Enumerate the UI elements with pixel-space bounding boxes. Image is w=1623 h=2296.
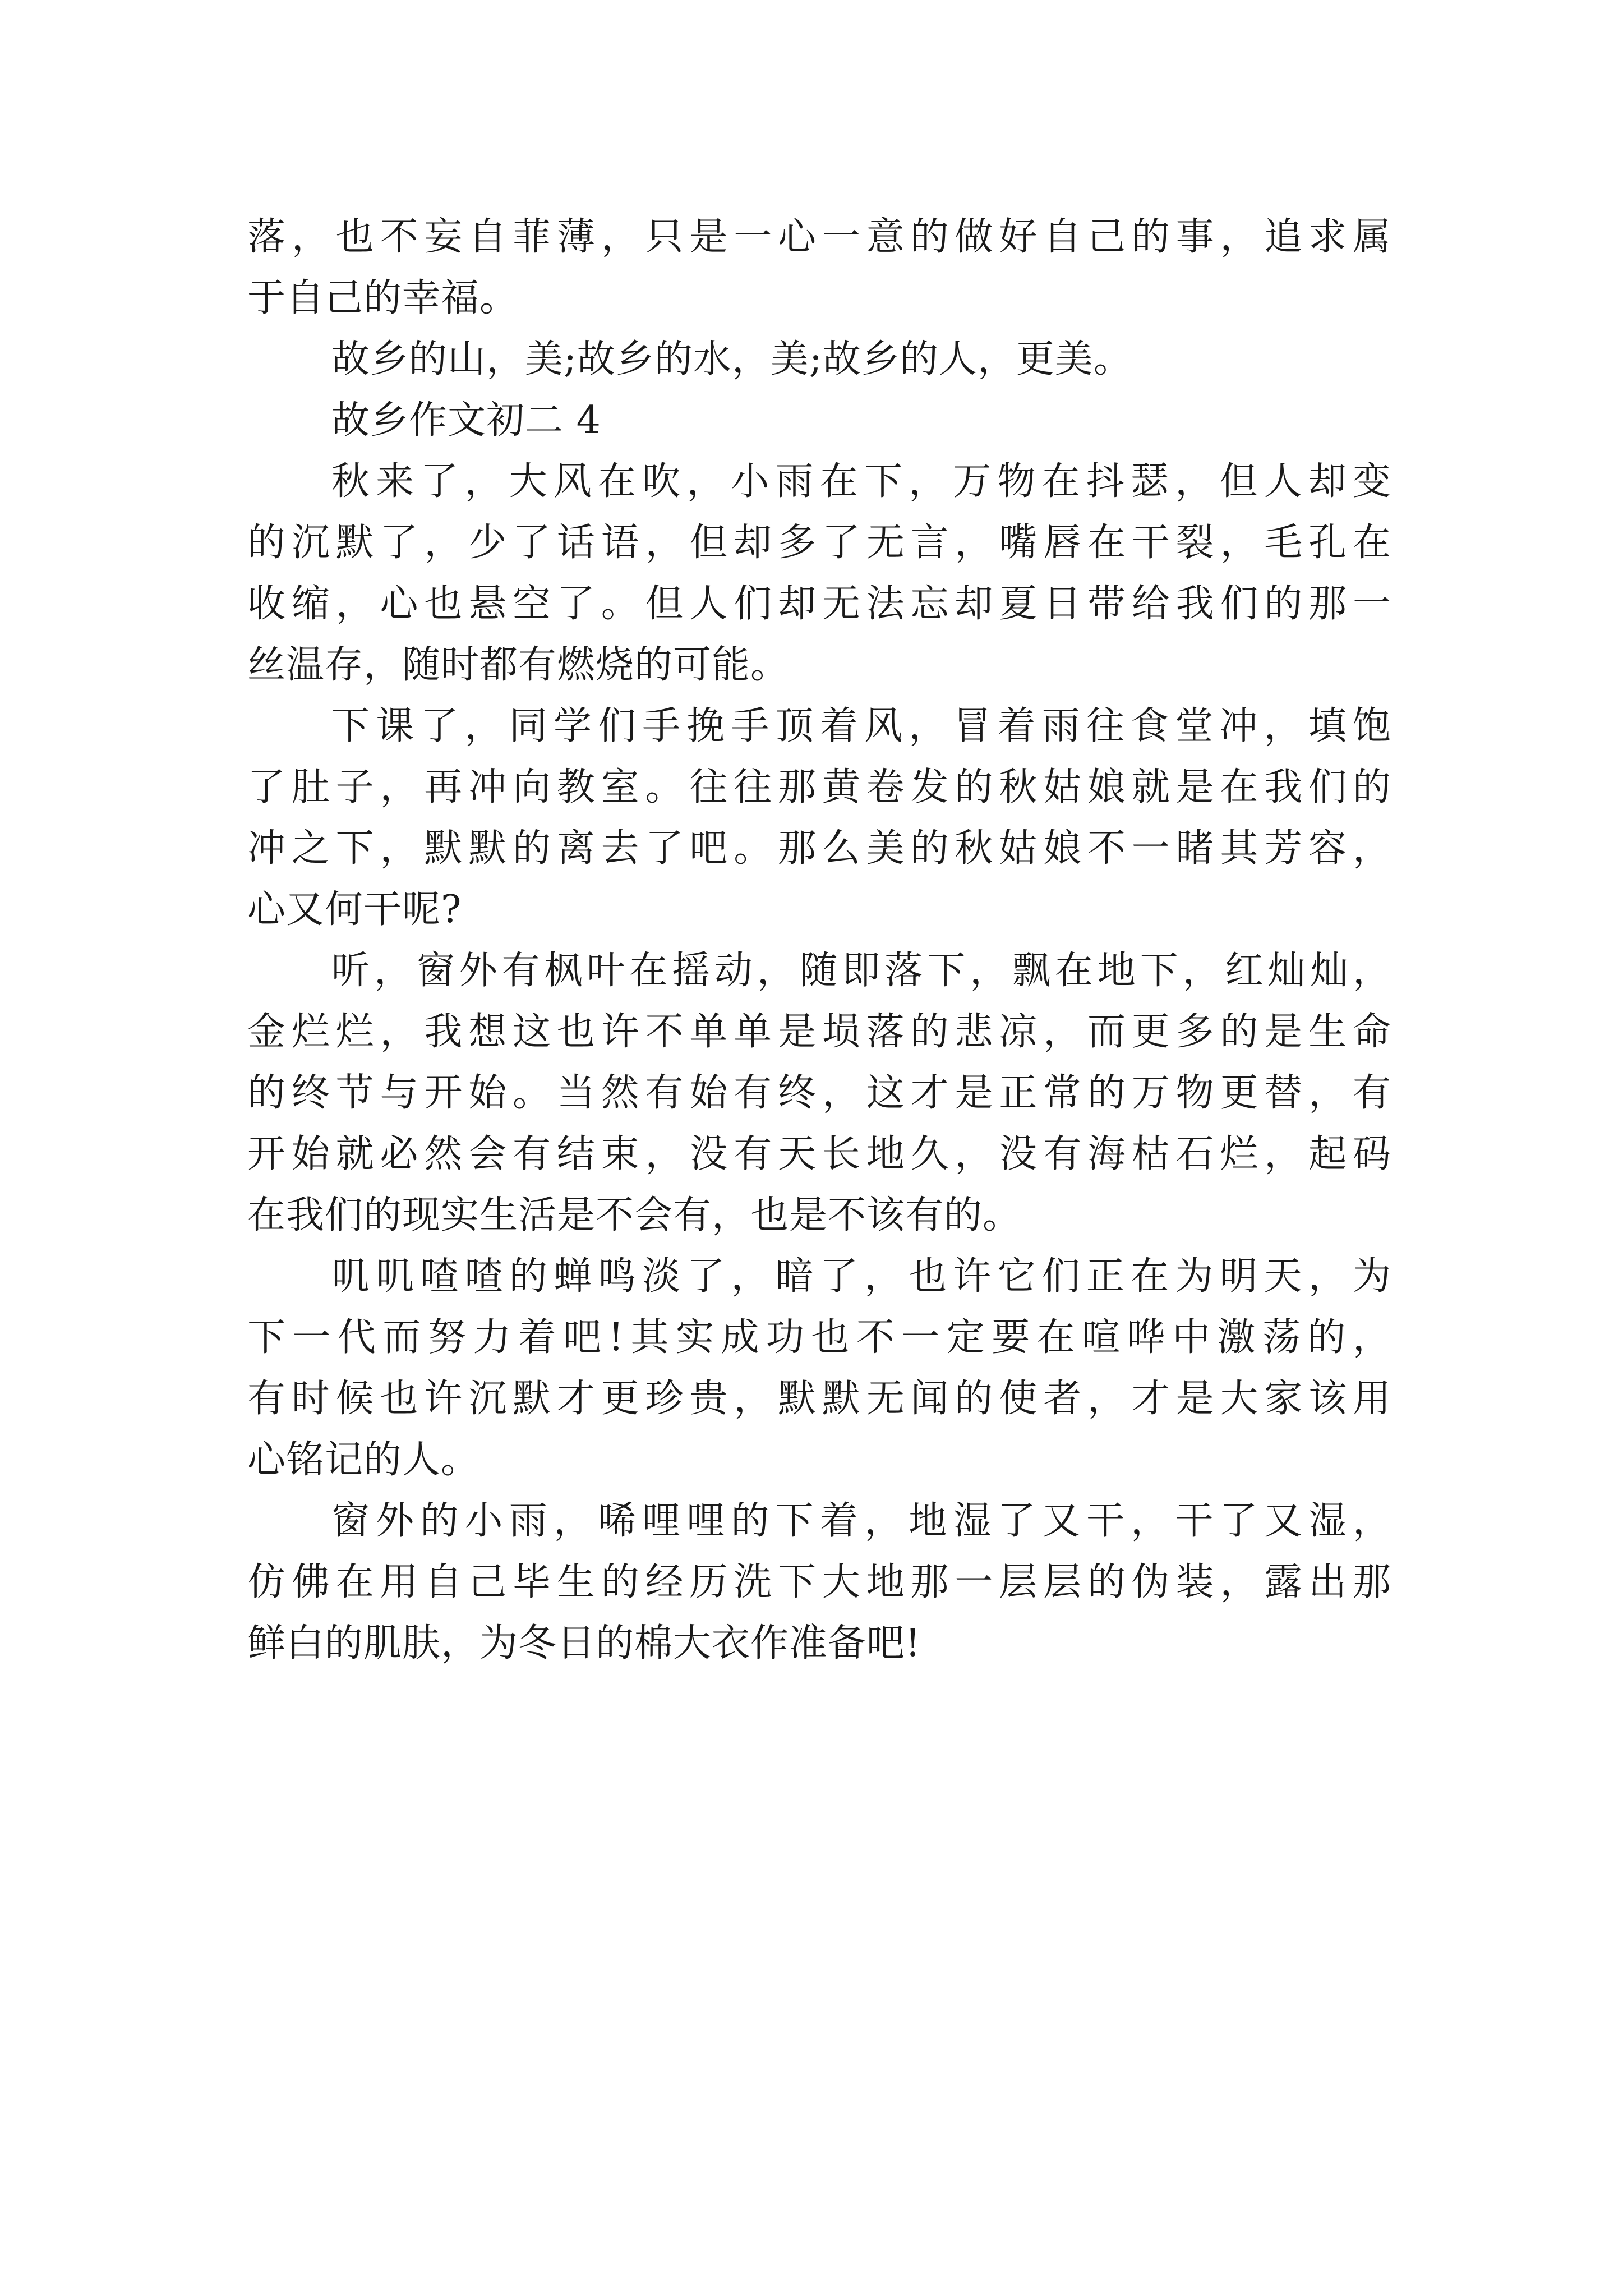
text-line: 故乡的山，美;故乡的水，美;故乡的人，更美。: [331, 337, 1132, 381]
text-line: 仿佛在用自己毕生的经历洗下大地那一层层的伪装，露出那: [247, 1560, 1391, 1604]
text-line: 下课了，同学们手挽手顶着风，冒着雨往食堂冲，填饱: [331, 704, 1391, 748]
text-line: 有时候也许沉默才更珍贵，默默无闻的使者，才是大家该用: [247, 1377, 1391, 1421]
text-line: 落，也不妄自菲薄，只是一心一意的做好自己的事，追求属: [247, 215, 1391, 259]
text-line: 的沉默了，少了话语，但却多了无言，嘴唇在干裂，毛孔在: [247, 521, 1391, 565]
text-line: 丝温存，随时都有燃烧的可能。: [247, 643, 790, 687]
text-line: 心铭记的人。: [247, 1438, 480, 1482]
text-line: 开始就必然会有结束，没有天长地久，没有海枯石烂，起码: [247, 1132, 1391, 1176]
body-text: [247, 206, 1391, 1674]
text-line: 鲜白的肌肤，为冬日的棉大衣作准备吧!: [247, 1621, 921, 1665]
text-line: 收缩，心也悬空了。但人们却无法忘却夏日带给我们的那一: [247, 582, 1391, 626]
text-line: 叽叽喳喳的蝉鸣淡了，暗了，也许它们正在为明天，为: [331, 1254, 1391, 1299]
text-line: 听，窗外有枫叶在摇动，随即落下，飘在地下，红灿灿，: [331, 949, 1391, 993]
text-line: 了肚子，再冲向教室。往往那黄卷发的秋姑娘就是在我们的: [247, 765, 1391, 809]
text-line: 下一代而努力着吧!其实成功也不一定要在喧哗中激荡的，: [247, 1315, 1391, 1360]
section-heading: 故乡作文初二 4: [331, 398, 601, 443]
text-line: 金烂烂，我想这也许不单单是埙落的悲凉，而更多的是生命: [247, 1010, 1391, 1054]
text-line: 的终节与开始。当然有始有终，这才是正常的万物更替，有: [247, 1071, 1391, 1115]
text-line: 心又何干呢?: [247, 887, 462, 932]
text-line: 于自己的幸福。: [247, 276, 519, 320]
text-line: 冲之下，默默的离去了吧。那么美的秋姑娘不一睹其芳容，: [247, 826, 1391, 871]
text-line: 在我们的现实生活是不会有，也是不该有的。: [247, 1193, 1022, 1237]
text-line: 秋来了，大风在吹，小雨在下，万物在抖瑟，但人却变: [331, 459, 1391, 504]
text-line: 窗外的小雨，唏哩哩的下着，地湿了又干，干了又湿，: [331, 1499, 1391, 1543]
